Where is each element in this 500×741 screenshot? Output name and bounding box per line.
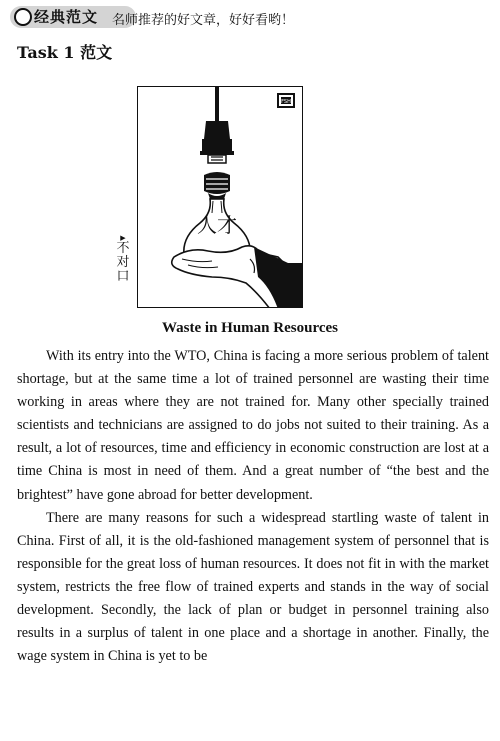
essay-title: Waste in Human Resources xyxy=(162,320,338,336)
cartoon-illustration xyxy=(137,86,303,308)
task-title: Task 1 范文 xyxy=(17,43,113,62)
triangle-marker-icon: ▶ xyxy=(120,234,126,242)
header-subtitle: 名师推荐的好文章，好好看哟！ xyxy=(112,13,295,28)
essay-body xyxy=(17,345,489,668)
fsh-logo xyxy=(277,93,295,108)
lightbulb-cartoon xyxy=(138,87,303,308)
circle-icon xyxy=(14,8,32,26)
essay-paragraph: There are many reasons for such a widespread startling waste of talent in China. First of all, it is the old-fashioned management system of personnel that is responsible for the great loss of human resources. It does not fit in with the market system, restricts the free flow of trained experts and stands in the way of social development. Secondly, the lack of plan or budget in personnel training also results in a surplus of talent in one place and a shortage in another. Finally, the wage system in China is yet to be xyxy=(17,509,489,665)
side-caption xyxy=(115,234,131,284)
side-caption-text: 不对口 xyxy=(116,241,130,284)
header-title: 经典范文 xyxy=(34,8,99,26)
logo-text: FSH xyxy=(281,99,291,105)
section-header xyxy=(0,0,500,30)
bulb-text: 人才 xyxy=(197,213,237,237)
essay-paragraph: With its entry into the WTO, China is facing a more serious problem of talent shortage, but at the same time a lot of trained personnel are wasting their time working in areas where they are not trained for. Many other specially trained scientists and technicians are assigned to do jobs not suited to their training. As a result, a lot of resources, time and efficiency in economic construction are lost at a time China is most in need of them. And a great number of “the best and the brightest” have gone abroad for better development. xyxy=(17,348,489,503)
